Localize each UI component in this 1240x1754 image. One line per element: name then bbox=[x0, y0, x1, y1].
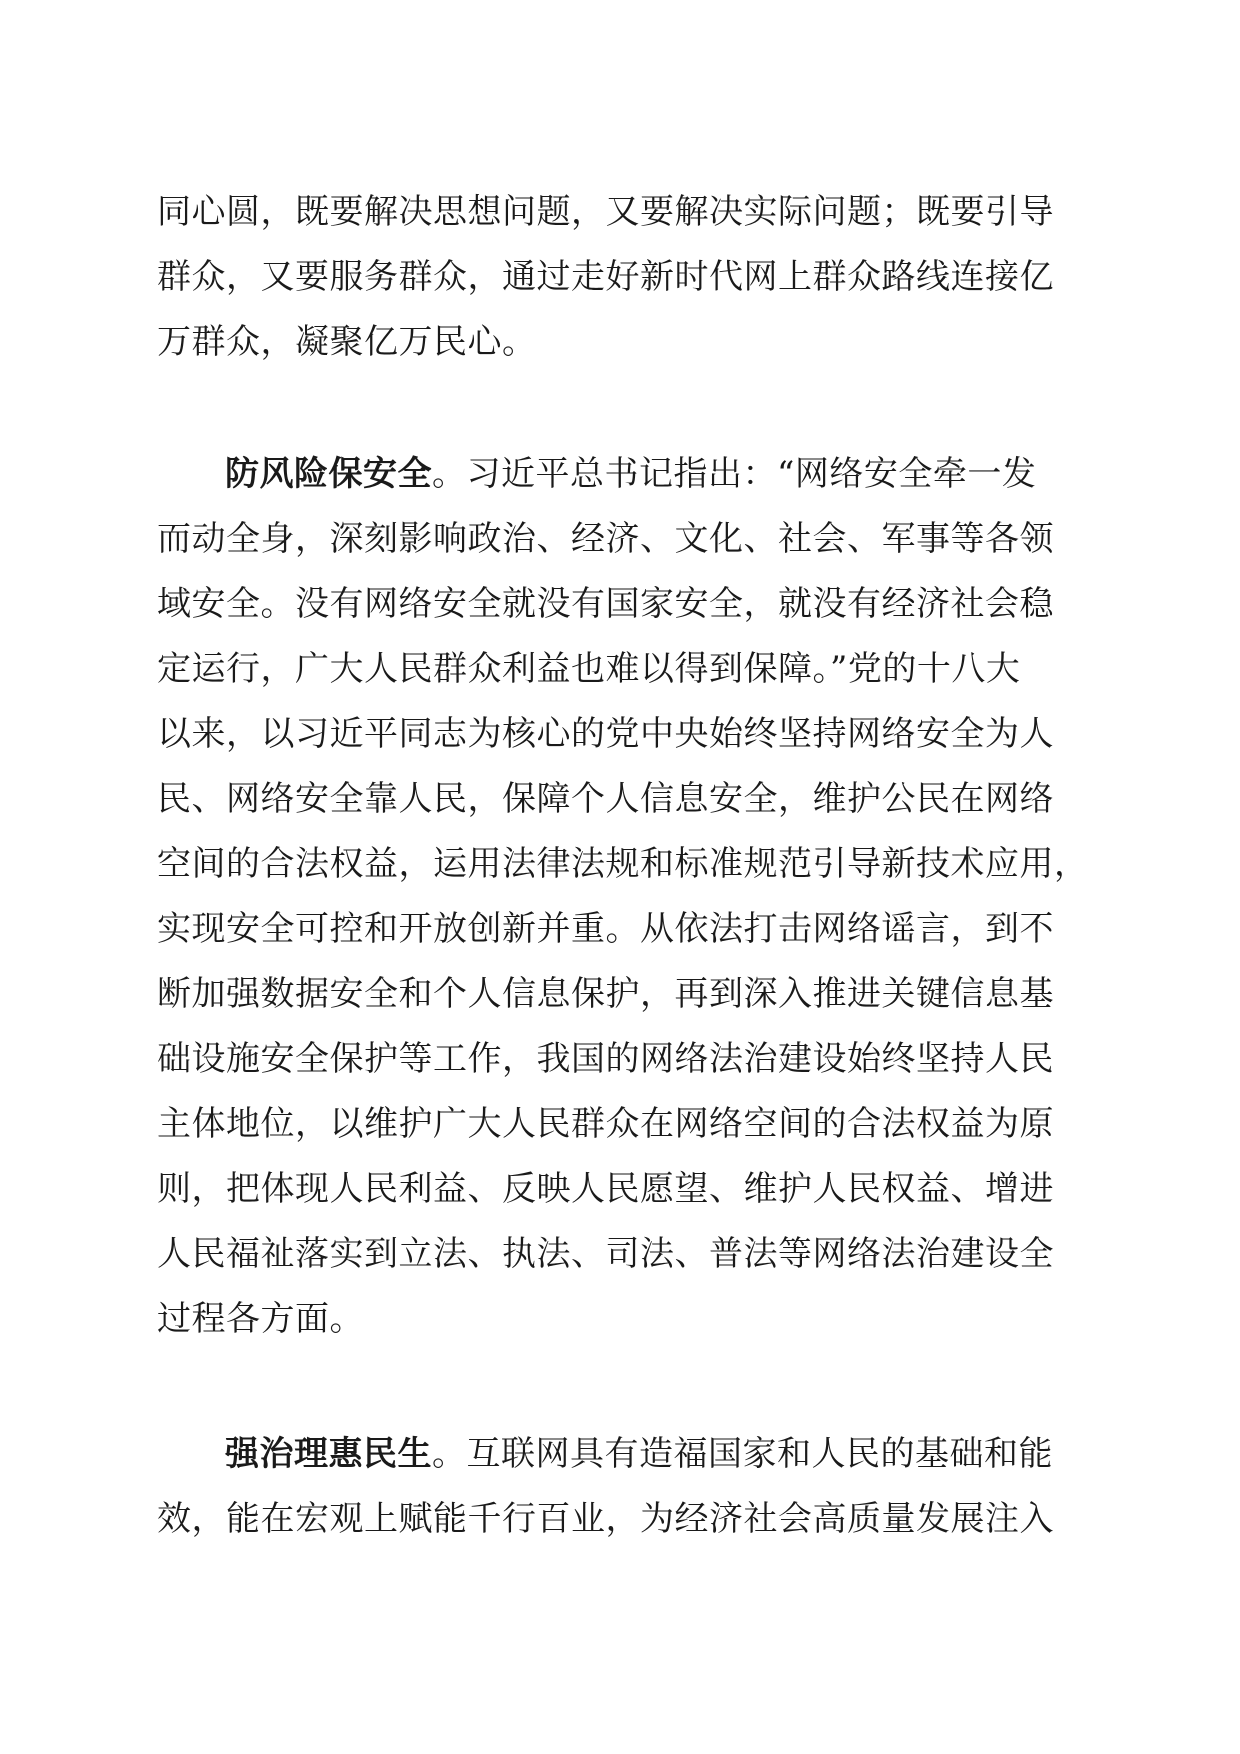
text-line: 域安全。没有网络安全就没有国家安全，就没有经济社会稳 bbox=[157, 584, 1054, 624]
text-line: 同心圆，既要解决思想问题，又要解决实际问题；既要引导 bbox=[157, 192, 1054, 232]
text-line: 群众，又要服务群众，通过走好新时代网上群众路线连接亿 bbox=[157, 257, 1054, 297]
text-line: 实现安全可控和开放创新并重。从依法打击网络谣言，到不 bbox=[157, 909, 1054, 949]
text-line: 万群众，凝聚亿万民心。 bbox=[157, 322, 537, 362]
text-run: 。互联网具有造福国家和人民的基础和能 bbox=[432, 1434, 1053, 1474]
text-line: 民、网络安全靠人民，保障个人信息安全，维护公民在网络 bbox=[157, 779, 1054, 819]
text-line: 过程各方面。 bbox=[157, 1299, 364, 1339]
paragraph-lead-heading: 强治理惠民生 bbox=[225, 1434, 432, 1474]
paragraph-lead-heading: 防风险保安全 bbox=[225, 454, 432, 494]
text-line: 效，能在宏观上赋能千行百业，为经济社会高质量发展注入 bbox=[157, 1499, 1054, 1539]
text-line: 主体地位，以维护广大人民群众在网络空间的合法权益为原 bbox=[157, 1104, 1054, 1144]
paragraph-first-line bbox=[157, 442, 1087, 507]
text-line: 而动全身，深刻影响政治、经济、文化、社会、军事等各领 bbox=[157, 519, 1054, 559]
text-line: 断加强数据安全和个人信息保护，再到深入推进关键信息基 bbox=[157, 974, 1054, 1014]
text-line: 空间的合法权益，运用法律法规和标准规范引导新技术应用， bbox=[157, 844, 1089, 884]
paragraph-continuation bbox=[157, 180, 1087, 375]
paragraph-risk-security bbox=[157, 442, 1087, 1352]
text-line: 础设施安全保护等工作，我国的网络法治建设始终坚持人民 bbox=[157, 1039, 1054, 1079]
text-line: 以来，以习近平同志为核心的党中央始终坚持网络安全为人 bbox=[157, 714, 1054, 754]
text-line: 定运行，广大人民群众利益也难以得到保障。”党的十八大 bbox=[157, 649, 1021, 689]
paragraph-first-line bbox=[157, 1422, 1087, 1487]
text-line: 则，把体现人民利益、反映人民愿望、维护人民权益、增进 bbox=[157, 1169, 1054, 1209]
text-line: 人民福祉落实到立法、执法、司法、普法等网络法治建设全 bbox=[157, 1234, 1054, 1274]
paragraph-governance-livelihood bbox=[157, 1422, 1087, 1552]
text-run: 。习近平总书记指出：“网络安全牵一发 bbox=[432, 454, 1037, 494]
